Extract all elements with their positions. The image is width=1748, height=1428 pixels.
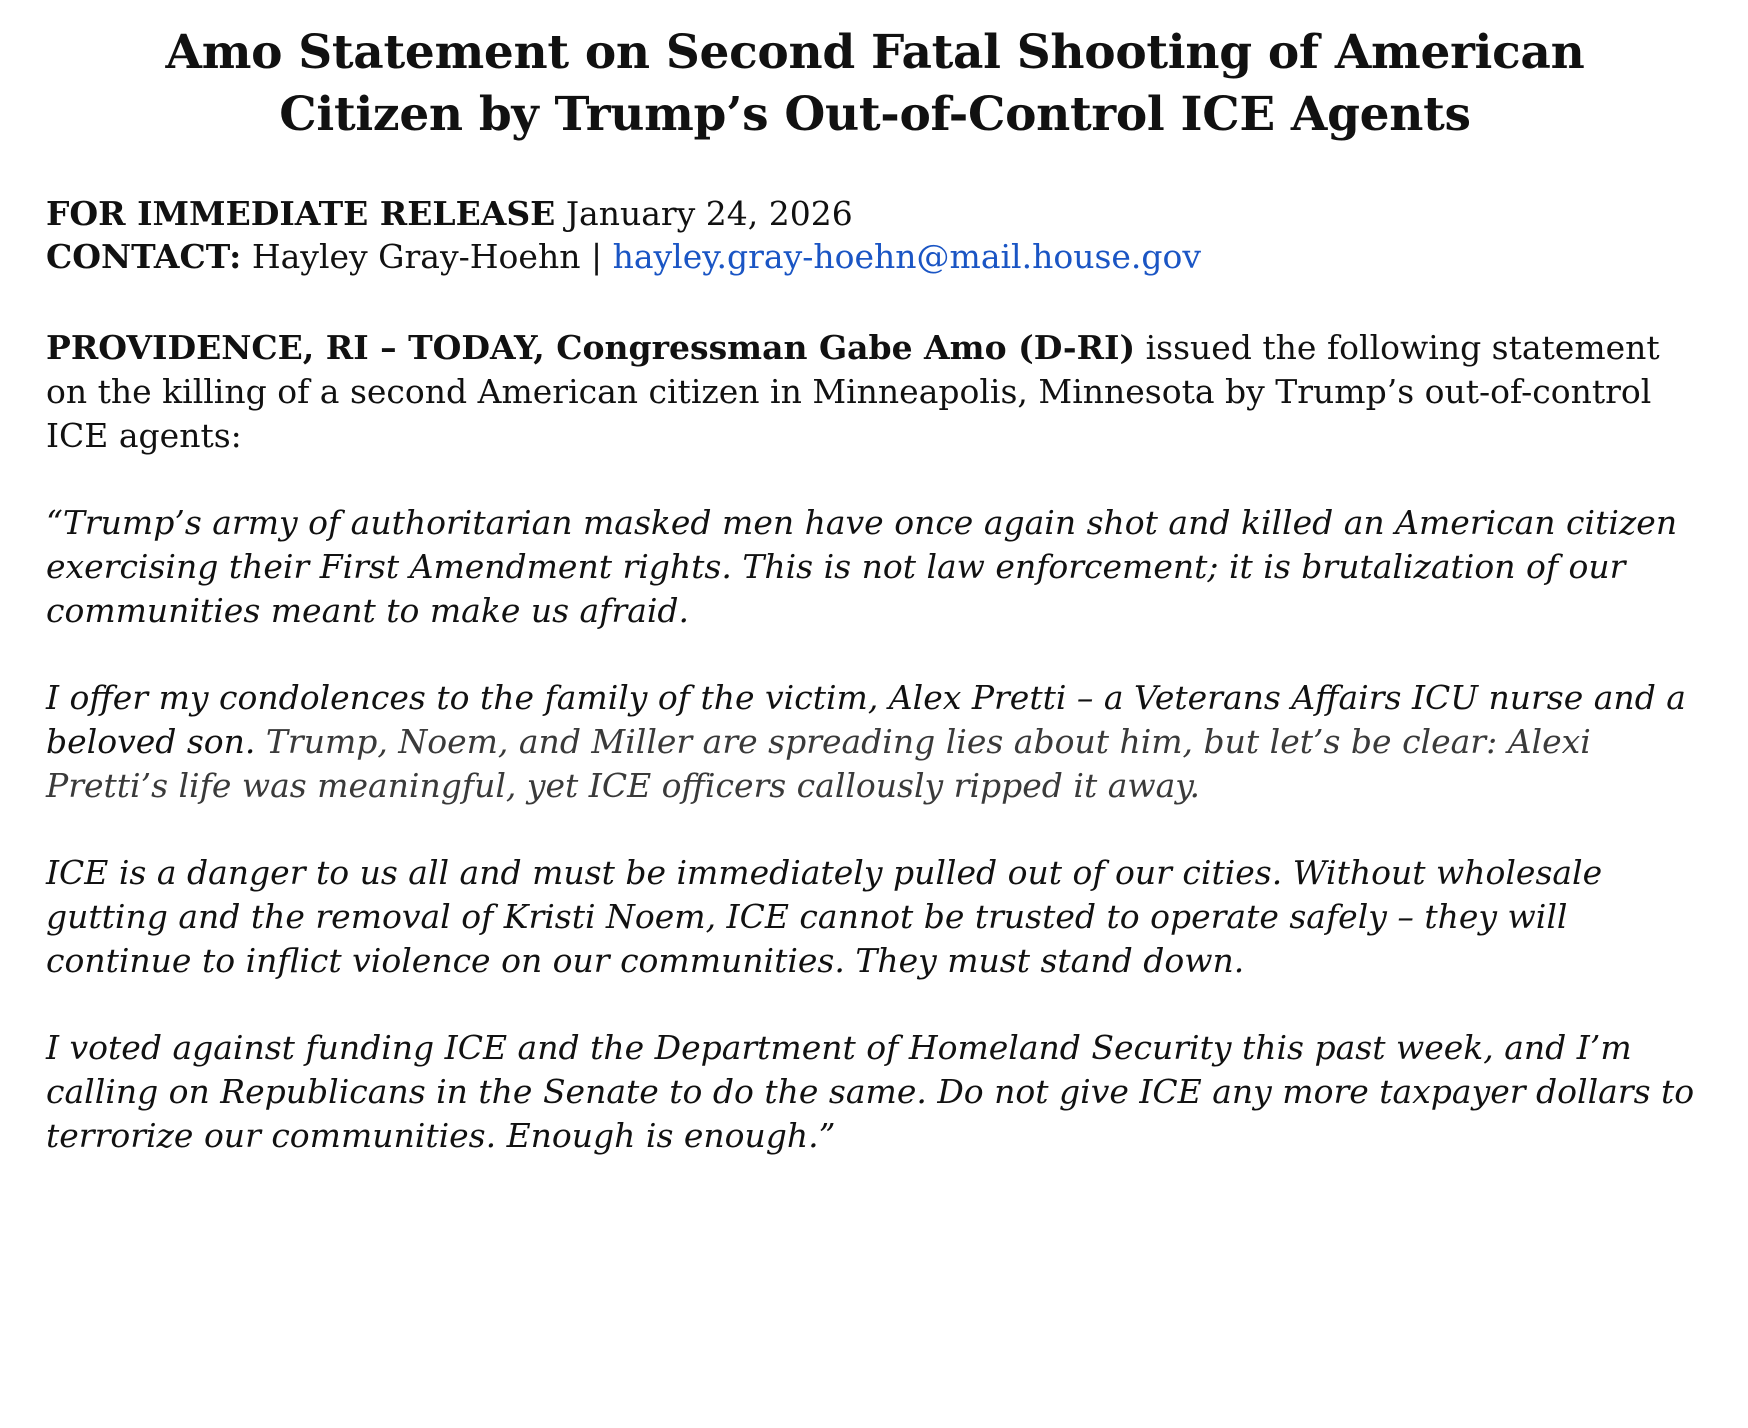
lead-paragraph (46, 326, 1704, 458)
contact-name: Hayley Gray-Hoehn (251, 237, 581, 276)
page-title: Amo Statement on Second Fatal Shooting of American Citizen by Trump’s Out-of-Control ICE Agents (165, 25, 1585, 142)
contact-label: CONTACT: (46, 237, 242, 276)
lead-dateline: PROVIDENCE, RI – TODAY, Congressman Gabe Amo (D-RI) (46, 328, 1136, 367)
release-line (46, 192, 1704, 235)
contact-line (46, 235, 1704, 278)
quote-paragraph-2 (46, 676, 1704, 808)
contact-email-link[interactable]: hayley.gray-hoehn@mail.house.gov (612, 237, 1202, 276)
quote-paragraph-2-part-a: I offer my condolences to the family of the victim, Alex Pretti – a Veterans Affairs ICU nurse and a beloved son. (46, 678, 1686, 761)
release-label: FOR IMMEDIATE RELEASE (46, 194, 556, 233)
release-date: January 24, 2026 (565, 194, 853, 233)
contact-separator: | (590, 237, 603, 276)
quote-paragraph-1: “Trump’s army of authoritarian masked men have once again shot and killed an American citizen exercising their First Amendment rights. This is not law enforcement; it is brutalization of our communities meant to make us afraid. (46, 503, 1678, 630)
release-meta (46, 192, 1704, 278)
quote-paragraph-4: I voted against funding ICE and the Department of Homeland Security this past week, and I’m calling on Republicans in the Senate to do the same. Do not give ICE any more taxpayer dollars to terrorize our communities. Enough is enough.” (46, 1028, 1695, 1155)
quote-paragraph-3: ICE is a danger to us all and must be immediately pulled out of our cities. Without wholesale gutting and the removal of Kristi Noem, ICE cannot be trusted to operate safely – they will continue to inflict violence on our communities. They must stand down. (46, 853, 1603, 980)
lead-text: issued the following statement on the killing of a second American citizen in Minneapolis, Minnesota by Trump’s out-of-control ICE agents: (46, 328, 1660, 455)
quote-paragraph-2-part-b: Trump, Noem, and Miller are spreading lies about him, but let’s be clear: Alexi Pretti’s life was meaningful, yet ICE officers callously ripped it away. (46, 722, 1591, 805)
